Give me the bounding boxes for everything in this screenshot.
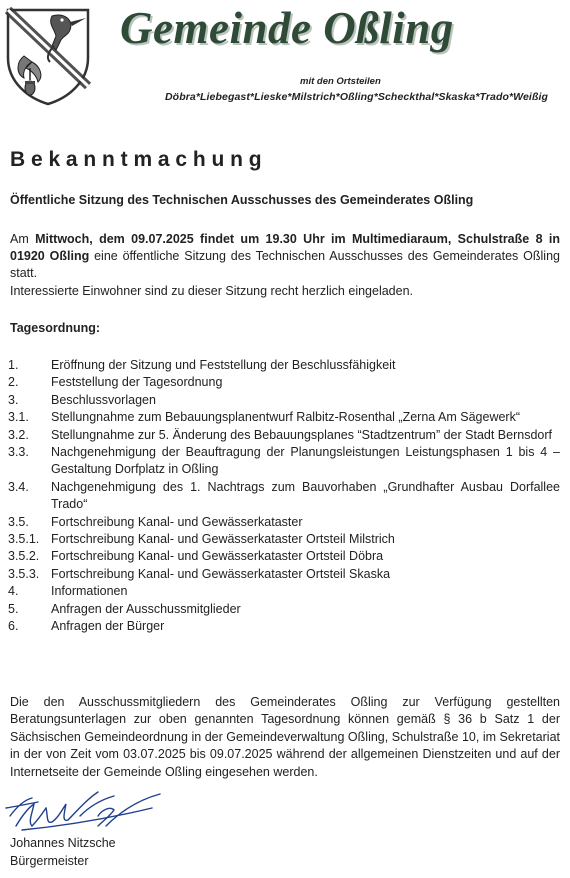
agenda-item xyxy=(8,618,560,635)
districts-list: Döbra*Liebegast*Lieske*Milstrich*Oßling*Scheckthal*Skaska*Trado*Weißig xyxy=(165,91,548,103)
agenda-item xyxy=(8,531,560,548)
signatory-role: Bürgermeister xyxy=(10,854,89,868)
notice-heading: Bekanntmachung xyxy=(10,148,268,171)
coat-of-arms-logo xyxy=(4,6,92,106)
agenda-item xyxy=(8,601,560,618)
agenda-item-text: Fortschreibung Kanal- und Gewässerkataster Ortsteil Milstrich xyxy=(51,532,395,547)
agenda-item-text: Anfragen der Ausschussmitglieder xyxy=(51,601,241,616)
intro-date-location: Mittwoch, dem 09.07.2025 findet um 19.30 Uhr im Multimediaraum, Schulstraße 8 in 01920 Oßling xyxy=(10,232,560,263)
closing-paragraph: Die den Ausschussmitgliedern des Gemeinderates Oßling zur Verfügung gestellten Beratungsunterlagen zur oben genannten Tagesordnung können gemäß § 36 b Satz 1 der Sächsischen Gemeindeordnung in der Gemeindeverwaltung Oßling, Schulstraße 10, im Sekretariat in der von Zeit vom 03.07.2025 bis 09.07.2025 während der allgemeinen Dienstzeiten und auf der Internetseite der Gemeinde Oßling eingesehen werden. xyxy=(10,695,560,779)
agenda-list xyxy=(8,357,560,636)
agenda-item-number: 5. xyxy=(8,601,19,616)
agenda-item-number: 3.5. xyxy=(8,514,29,529)
agenda-item-text: Feststellung der Tagesordnung xyxy=(51,375,223,390)
agenda-title: Tagesordnung: xyxy=(10,321,101,335)
agenda-item xyxy=(8,374,560,391)
agenda-item-number: 3.5.1. xyxy=(8,532,40,547)
agenda-item xyxy=(8,357,560,374)
signatory-name: Johannes Nitzsche xyxy=(10,836,116,850)
municipality-title: Gemeinde Oßling xyxy=(120,3,454,53)
agenda-item xyxy=(8,409,560,426)
agenda-item xyxy=(8,444,560,479)
agenda-item-text: Stellungnahme zur 5. Änderung des Bebauungsplanes “Stadtzentrum” der Stadt Bernsdorf xyxy=(51,427,553,442)
agenda-item-number: 3.5.3. xyxy=(8,566,40,581)
agenda-item-number: 2. xyxy=(8,375,19,390)
agenda-item-text: Anfragen der Bürger xyxy=(51,619,165,634)
agenda-item xyxy=(8,392,560,409)
handwritten-signature xyxy=(2,786,172,840)
agenda-item xyxy=(8,514,560,531)
agenda-item xyxy=(8,583,560,600)
agenda-item-text: Nachgenehmigung des 1. Nachtrags zum Bauvorhaben „Grundhafter Ausbau Dorfallee Trado“ xyxy=(51,479,560,512)
agenda-item-number: 3.4. xyxy=(8,479,29,494)
agenda-item-number: 4. xyxy=(8,584,19,599)
agenda-item xyxy=(8,479,560,514)
agenda-item-number: 3.1. xyxy=(8,410,29,425)
subtitle: mit den Ortsteilen xyxy=(300,76,381,87)
agenda-item xyxy=(8,427,560,444)
agenda-item xyxy=(8,548,560,565)
agenda-item-text: Eröffnung der Sitzung und Feststellung der Beschlussfähigkeit xyxy=(51,358,396,372)
agenda-item xyxy=(8,566,560,583)
intro-rest: eine öffentliche Sitzung des Technischen Ausschusses des Gemeinderates Oßling statt. xyxy=(10,249,560,280)
agenda-item-text: Beschlussvorlagen xyxy=(51,392,156,407)
agenda-item-text: Stellungnahme zum Bebauungsplanentwurf Ralbitz-Rosenthal „Zerna Am Sägewerk“ xyxy=(51,410,521,425)
intro-lead: Am xyxy=(10,232,36,246)
agenda-item-number: 1. xyxy=(8,358,19,372)
agenda-item-number: 3.5.2. xyxy=(8,549,40,564)
agenda-item-number: 3.2. xyxy=(8,427,29,442)
notice-subject: Öffentliche Sitzung des Technischen Ausschusses des Gemeinderates Oßling xyxy=(10,193,474,207)
agenda-item-number: 3. xyxy=(8,392,19,407)
intro-paragraph xyxy=(10,231,560,282)
agenda-item-text: Fortschreibung Kanal- und Gewässerkataster xyxy=(51,514,303,529)
agenda-item-text: Fortschreibung Kanal- und Gewässerkataster Ortsteil Skaska xyxy=(51,566,391,581)
agenda-item-text: Informationen xyxy=(51,584,128,599)
invitation-text: Interessierte Einwohner sind zu dieser Sitzung recht herzlich eingeladen. xyxy=(10,284,414,298)
agenda-item-text: Fortschreibung Kanal- und Gewässerkataster Ortsteil Döbra xyxy=(51,549,384,564)
agenda-item-number: 6. xyxy=(8,619,19,634)
agenda-item-number: 3.3. xyxy=(8,445,29,460)
agenda-item-text: Nachgenehmigung der Beauftragung der Planungsleistungen Leistungsphasen 1 bis 4 – Gestaltung Dorfplatz in Oßling xyxy=(51,445,560,477)
